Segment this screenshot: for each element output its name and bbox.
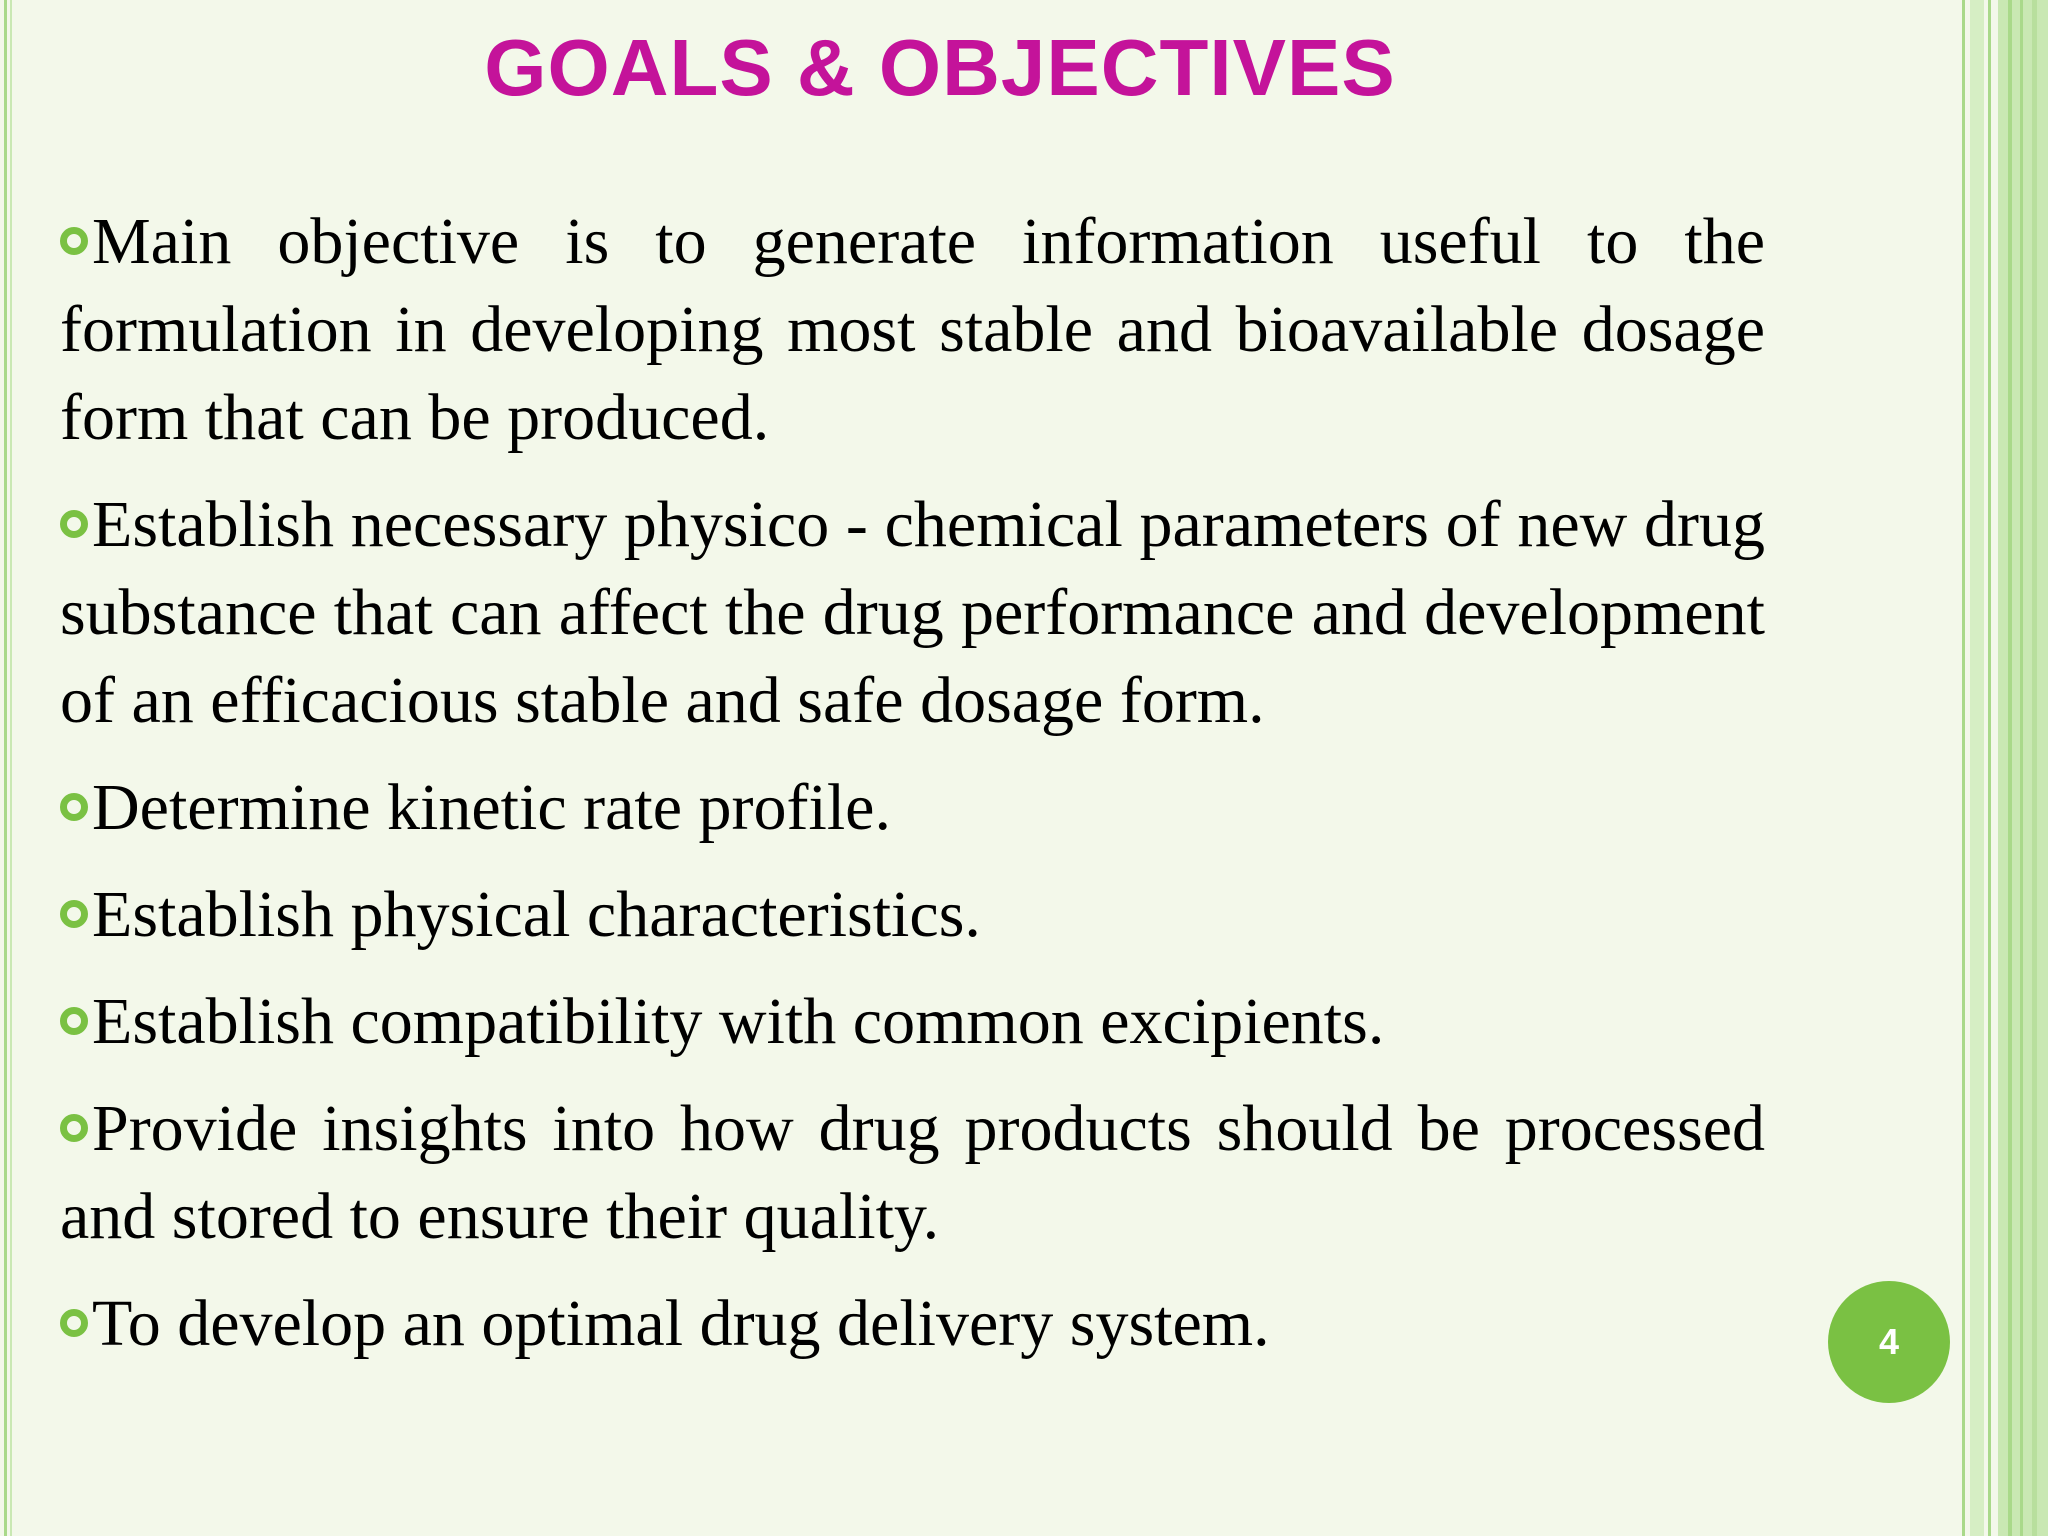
ring-bullet-icon [60,1007,88,1035]
ring-bullet-icon [60,1114,88,1142]
bullet-text: Provide insights into how drug products should be processed and stored to ensure their quality. [60,1092,1765,1253]
bullet-item [60,198,1765,462]
bullet-item [60,1085,1765,1261]
bullet-text: Main objective is to generate information useful to the formulation in developing most stable and bioavailable dosage form that can be produced. [60,205,1765,454]
bullet-item [60,978,1765,1066]
bullet-item [60,1280,1765,1368]
bullet-item [60,764,1765,852]
ring-bullet-icon [60,227,88,255]
bullet-item [60,871,1765,959]
ring-bullet-icon [60,510,88,538]
ring-bullet-icon [60,793,88,821]
bullet-item [60,481,1765,745]
slide-title: GOALS & OBJECTIVES [484,23,1396,112]
bullet-text: Establish compatibility with common excipients. [92,985,1385,1058]
bullet-text: To develop an optimal drug delivery system. [92,1287,1270,1360]
right-stripes-decoration [1960,0,2048,1536]
bullet-text: Determine kinetic rate profile. [92,771,891,844]
page-number-badge [1828,1281,1950,1403]
page-number: 4 [1878,1321,1900,1362]
left-border-decoration [0,0,14,1536]
bullet-text: Establish necessary physico - chemical parameters of new drug substance that can affect the drug performance and development of an efficacious stable and safe dosage form. [60,488,1765,737]
ring-bullet-icon [60,900,88,928]
bullet-text: Establish physical characteristics. [92,878,981,951]
bullet-list [60,198,1765,1387]
ring-bullet-icon [60,1309,88,1337]
